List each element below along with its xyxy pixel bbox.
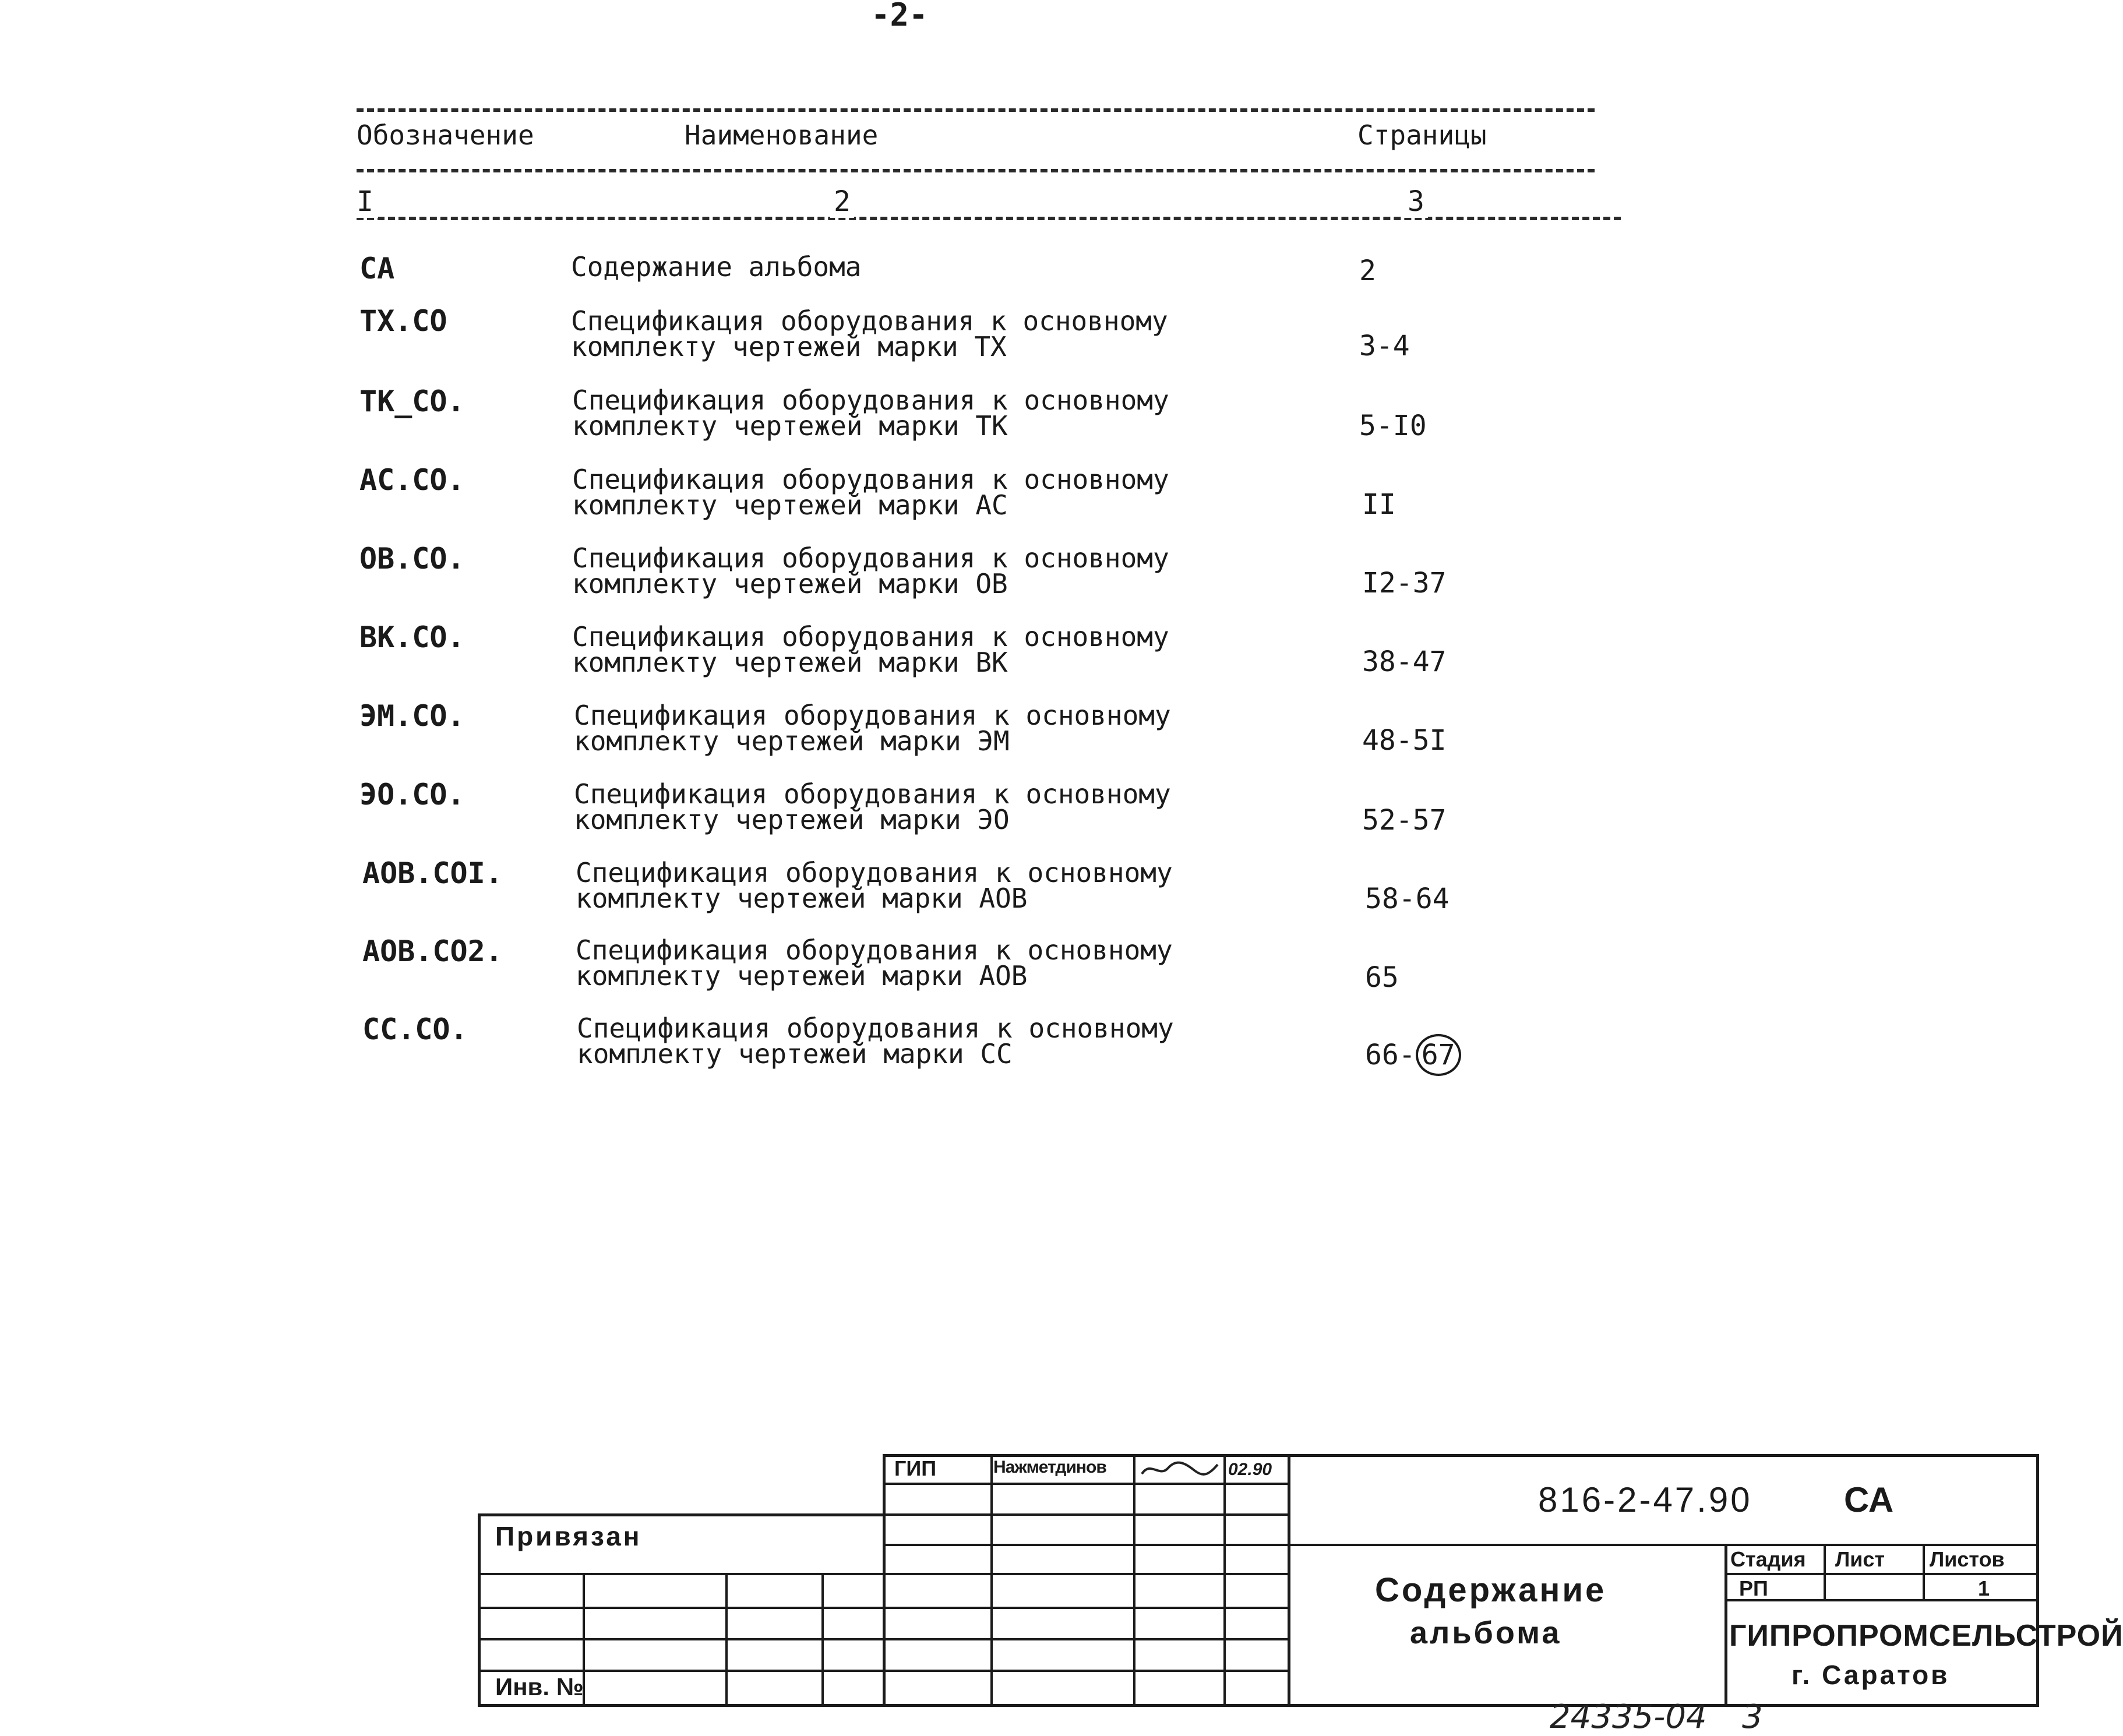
header-rule-top bbox=[357, 108, 1595, 112]
row-code: AOB.CO2. bbox=[362, 934, 503, 968]
document-mark: СА bbox=[1844, 1480, 1894, 1519]
row-name: комплекту чертежей марки ЭО bbox=[574, 804, 1010, 835]
row-name: комплекту чертежей марки АОВ bbox=[576, 960, 1028, 992]
row-code: CC.CO. bbox=[362, 1012, 468, 1046]
row-code: ЭО.CO. bbox=[359, 778, 465, 811]
pages-prefix: 66- bbox=[1365, 1039, 1416, 1071]
row-name: Спецификация оборудования к основному bbox=[572, 464, 1169, 495]
row-name: Содержание альбома bbox=[571, 251, 862, 283]
rule bbox=[883, 1483, 1290, 1485]
column-number-3: 3 bbox=[1404, 185, 1428, 218]
gip-date: 02.90 bbox=[1228, 1460, 1272, 1479]
rule bbox=[478, 1573, 886, 1575]
rule bbox=[1725, 1544, 1727, 1707]
row-pages: 48-5I bbox=[1362, 724, 1447, 757]
circled-page-number: 67 bbox=[1416, 1034, 1461, 1076]
row-code: AOB.COI. bbox=[362, 856, 503, 890]
row-code: TK_CO. bbox=[359, 384, 465, 418]
rule bbox=[1223, 1454, 1226, 1707]
column-number-2: 2 bbox=[830, 185, 854, 218]
header-name: Наименование bbox=[685, 119, 879, 151]
sheets-value: 1 bbox=[1978, 1576, 1990, 1600]
row-pages: II bbox=[1362, 488, 1396, 521]
header-designation: Обозначение bbox=[357, 119, 534, 151]
header-rule-bottom bbox=[357, 217, 1621, 220]
row-pages: 65 bbox=[1365, 961, 1399, 994]
row-pages: 5-I0 bbox=[1359, 410, 1427, 442]
rule bbox=[883, 1670, 1290, 1672]
organization-city: г. Саратов bbox=[1791, 1660, 1950, 1690]
rule bbox=[478, 1670, 886, 1672]
binding-label: Привязан bbox=[495, 1521, 642, 1551]
gip-label: ГИП bbox=[894, 1456, 937, 1480]
row-name: Спецификация оборудования к основному bbox=[572, 384, 1169, 416]
document-title-line2: альбома bbox=[1410, 1615, 1562, 1650]
row-pages bbox=[1365, 1034, 1461, 1076]
row-code: AC.CO. bbox=[359, 463, 465, 497]
row-code: ЭМ.CO. bbox=[359, 699, 465, 733]
row-name: Спецификация оборудования к основному bbox=[574, 778, 1171, 810]
rule bbox=[1133, 1454, 1135, 1707]
row-name: комплекту чертежей марки ТК bbox=[572, 410, 1008, 442]
rule bbox=[725, 1573, 728, 1707]
rule bbox=[821, 1573, 824, 1707]
row-name: Спецификация оборудования к основному bbox=[572, 542, 1169, 574]
rule bbox=[883, 1513, 1290, 1516]
row-pages: 52-57 bbox=[1362, 804, 1447, 837]
row-pages: 38-47 bbox=[1362, 645, 1447, 678]
row-name: комплекту чертежей марки ТХ bbox=[571, 331, 1007, 362]
page-number: -2- bbox=[871, 0, 928, 33]
rule bbox=[478, 1638, 886, 1640]
row-name: комплекту чертежей марки ЭМ bbox=[574, 725, 1010, 757]
row-name: Спецификация оборудования к основному bbox=[576, 934, 1173, 966]
rule bbox=[883, 1638, 1290, 1640]
row-code: OB.CO. bbox=[359, 542, 465, 576]
row-name: Спецификация оборудования к основному bbox=[574, 700, 1171, 731]
row-pages: I2-37 bbox=[1362, 567, 1447, 599]
row-code: TX.CO bbox=[359, 304, 447, 338]
row-name: Спецификация оборудования к основному bbox=[576, 857, 1173, 888]
rule bbox=[1923, 1544, 1925, 1600]
row-name: комплекту чертежей марки ВК bbox=[572, 647, 1008, 678]
sheets-label: Листов bbox=[1930, 1547, 2005, 1571]
row-pages: 2 bbox=[1359, 255, 1376, 287]
column-number-1: I bbox=[357, 185, 378, 218]
row-name: комплекту чертежей марки АС bbox=[572, 489, 1008, 521]
rule bbox=[1824, 1544, 1826, 1600]
row-name: комплекту чертежей марки ОВ bbox=[572, 568, 1008, 599]
rule bbox=[1725, 1599, 2039, 1601]
sheet-number: 3 bbox=[1742, 1698, 1763, 1736]
rule bbox=[883, 1607, 1290, 1609]
row-code: CA bbox=[359, 252, 395, 285]
sheet-label: Лист bbox=[1835, 1547, 1885, 1571]
row-pages: 58-64 bbox=[1365, 883, 1450, 915]
inventory-number: 24335-04 bbox=[1550, 1698, 1707, 1736]
gip-name: Нажметдинов bbox=[993, 1458, 1106, 1477]
row-code: BK.CO. bbox=[359, 620, 465, 654]
row-name: Спецификация оборудования к основному bbox=[572, 621, 1169, 652]
row-name: комплекту чертежей марки СС bbox=[577, 1038, 1013, 1070]
signature-grid bbox=[883, 1454, 1290, 1707]
rule bbox=[1725, 1573, 2039, 1575]
rule bbox=[883, 1544, 1290, 1546]
rule bbox=[478, 1607, 886, 1609]
row-name: Спецификация оборудования к основному bbox=[571, 305, 1168, 337]
rule bbox=[1288, 1544, 2039, 1546]
row-name: комплекту чертежей марки АОВ bbox=[576, 883, 1028, 914]
row-pages: 3-4 bbox=[1359, 330, 1410, 362]
rule bbox=[883, 1573, 1290, 1575]
document-code: 816-2-47.90 bbox=[1538, 1480, 1752, 1519]
row-name: Спецификация оборудования к основному bbox=[577, 1012, 1174, 1044]
organization-name: ГИПРОПРОМСЕЛЬСТРОЙ bbox=[1729, 1619, 2123, 1653]
stage-label: Стадия bbox=[1730, 1547, 1806, 1571]
header-pages: Страницы bbox=[1357, 119, 1487, 151]
document-title-line1: Содержание bbox=[1375, 1571, 1607, 1609]
rule bbox=[990, 1454, 993, 1707]
stage-value: РП bbox=[1739, 1576, 1768, 1600]
inventory-label: Инв. № bbox=[495, 1673, 584, 1700]
header-rule-middle bbox=[357, 169, 1595, 172]
signature-scribble bbox=[1139, 1458, 1221, 1481]
